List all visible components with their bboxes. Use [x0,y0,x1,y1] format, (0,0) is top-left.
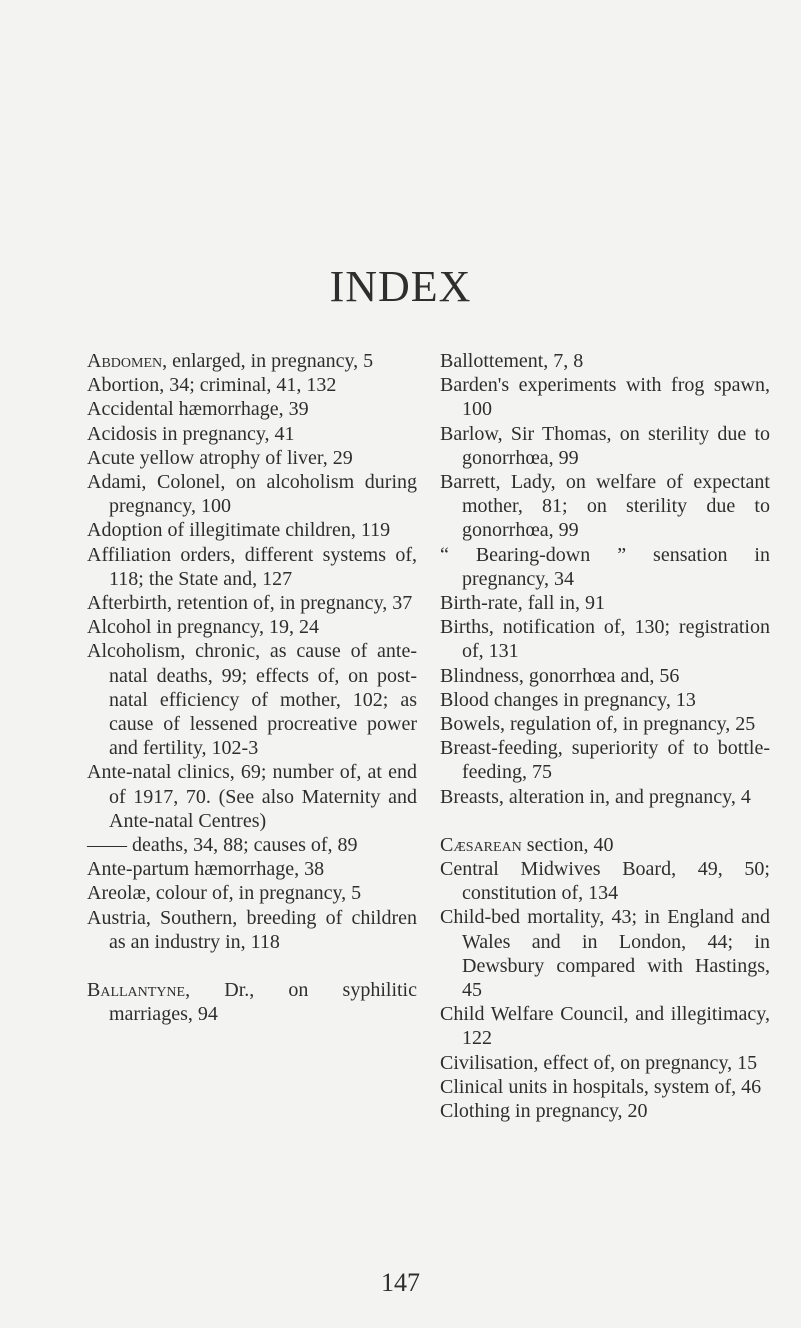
index-entry: Breasts, alteration in, and pregnancy, 4 [440,785,751,808]
index-entry: Ante-natal clinics, 69; number of, at end of 1917, 70. (See also Maternity and Ante-natal Centres) [87,761,417,832]
index-entry: Barrett, Lady, on welfare of expectant mother, 81; on sterility due to gonorrhœa, 99 [440,471,770,542]
index-entry: Civilisation, effect of, on pregnancy, 15 [440,1051,758,1074]
index-entry: —— deaths, 34, 88; causes of, 89 [87,834,358,857]
entry-text: Dr., on syphilitic marriages, 94 [109,979,417,1026]
entry-text: section, 40 [521,833,614,856]
index-entry: Afterbirth, retention of, in pregnancy, 37 [87,592,413,615]
index-entry [87,978,417,1026]
index-entry: Clinical units in hospitals, system of, 46 [440,1075,762,1098]
index-entry: Ballottement, 7, 8 [440,350,584,372]
index-entry: Breast-feeding, superiority of to bottle-feeding, 75 [440,737,770,784]
index-entry: Acidosis in pregnancy, 41 [87,422,295,445]
index-entry: Affiliation orders, different systems of, 118; the State and, 127 [87,543,417,590]
index-column-left [87,349,417,1026]
index-entry: Accidental hæmorrhage, 39 [87,398,309,421]
entry-lead-word: Cæsarean [440,833,522,856]
index-entry: Bowels, regulation of, in pregnancy, 25 [440,713,756,736]
index-entry: Barden's experiments with frog spawn, 100 [440,374,770,421]
page-number: 147 [381,1268,420,1297]
index-entry [87,349,417,373]
entry-lead-word: Abdomen, [87,350,168,372]
index-entry: Areolæ, colour of, in pregnancy, 5 [87,882,362,905]
index-entry: “ Bearing-down ” sensation in pregnancy, 34 [440,543,770,590]
index-entry: Austria, Southern, breeding of children as an industry in, 118 [87,906,417,953]
index-entry: Adoption of illegitimate children, 119 [87,519,391,542]
index-entry: Alcoholism, chronic, as cause of ante-natal deaths, 99; effects of, on post-natal efficiency of mother, 102; as cause of lessened procreative power and fertility, 102-3 [87,640,417,760]
index-entry: Acute yellow atrophy of liver, 29 [87,446,353,469]
entry-text: enlarged, in pregnancy, 5 [167,350,374,372]
entry-lead-word: Ballantyne, [87,979,191,1002]
index-entry: Adami, Colonel, on alcoholism during pregnancy, 100 [87,471,417,518]
index-entry: Births, notification of, 130; registration of, 131 [440,616,770,663]
index-entry: Central Midwives Board, 49, 50; constitution of, 134 [440,858,770,905]
index-entry: Abortion, 34; criminal, 41, 132 [87,374,337,397]
index-entry: Barlow, Sir Thomas, on sterility due to gonorrhœa, 99 [440,422,770,469]
index-entry: Blindness, gonorrhœa and, 56 [440,664,680,687]
index-entry: Birth-rate, fall in, 91 [440,592,605,615]
index-entry: Alcohol in pregnancy, 19, 24 [87,616,319,639]
index-column-right [440,349,770,1123]
index-entry: Child Welfare Council, and illegitimacy, 122 [440,1003,770,1050]
index-entry: Ante-partum hæmorrhage, 38 [87,858,325,881]
page-title: INDEX [329,262,472,311]
index-entry: Blood changes in pregnancy, 13 [440,688,696,711]
index-entry: Clothing in pregnancy, 20 [440,1100,648,1123]
index-entry: Child-bed mortality, 43; in England and Wales and in London, 44; in Dewsbury compared with Hastings, 45 [440,906,770,1002]
index-entry [440,833,770,857]
